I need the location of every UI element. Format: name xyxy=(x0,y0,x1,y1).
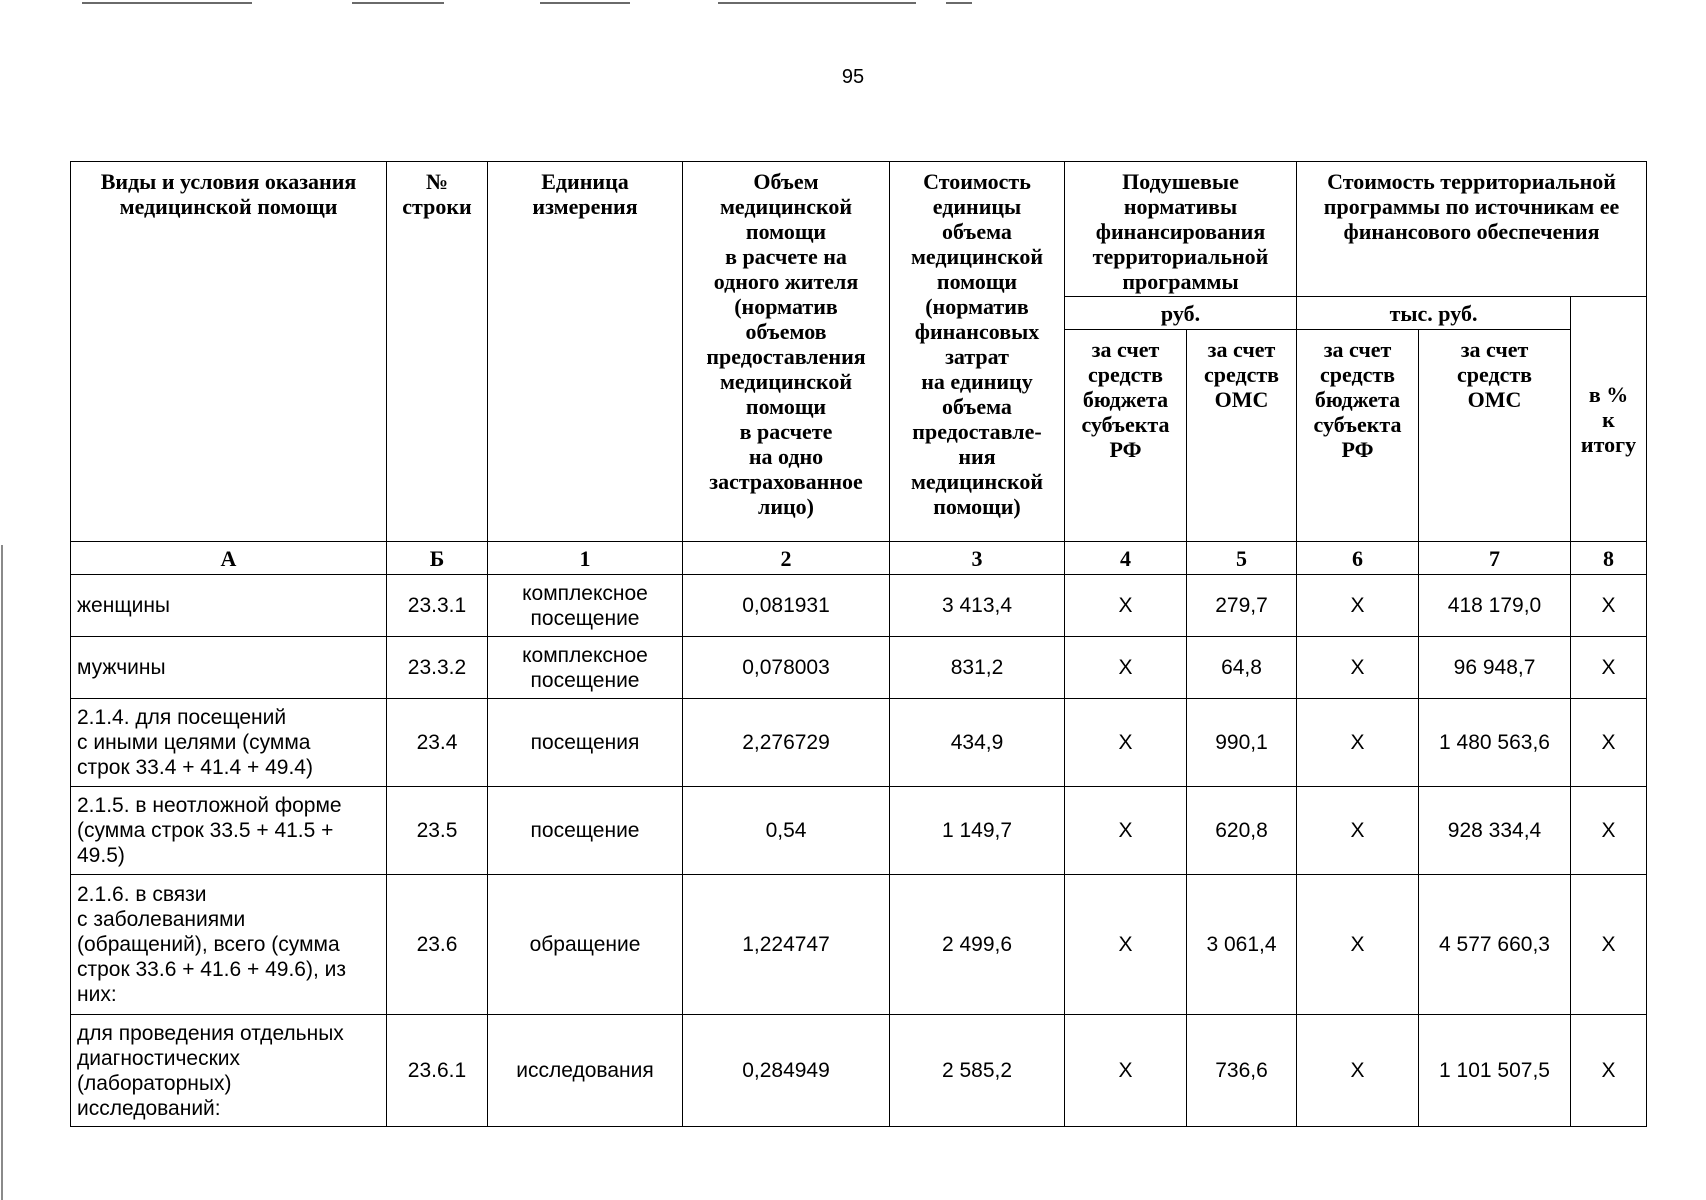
row-pc-budget: X xyxy=(1065,699,1187,787)
row-pc-oms: 64,8 xyxy=(1187,637,1297,699)
row-cost-budget: X xyxy=(1297,1015,1419,1127)
row-cost-budget: X xyxy=(1297,875,1419,1015)
row-cost-oms: 4 577 660,3 xyxy=(1419,875,1571,1015)
column-number: 3 xyxy=(890,542,1065,575)
row-volume: 0,54 xyxy=(683,787,890,875)
page-number: 95 xyxy=(841,66,865,88)
header-pc-oms: за счет средств ОМС xyxy=(1187,330,1297,542)
row-line: 23.6.1 xyxy=(387,1015,488,1127)
row-cost-budget: X xyxy=(1297,699,1419,787)
row-volume: 0,284949 xyxy=(683,1015,890,1127)
row-pc-budget: X xyxy=(1065,787,1187,875)
row-pc-budget: X xyxy=(1065,1015,1187,1127)
column-number: 2 xyxy=(683,542,890,575)
row-name: 2.1.4. для посещений с иными целями (сумма строк 33.4 + 41.4 + 49.4) xyxy=(71,699,387,787)
row-unit-cost: 1 149,7 xyxy=(890,787,1065,875)
row-pc-oms: 990,1 xyxy=(1187,699,1297,787)
column-number: Б xyxy=(387,542,488,575)
scan-left-edge-mark xyxy=(1,545,3,1200)
table-row xyxy=(71,875,1647,1015)
column-number-row xyxy=(71,542,1647,575)
row-line: 23.4 xyxy=(387,699,488,787)
row-unit: посещения xyxy=(488,699,683,787)
row-cost-oms: 1 480 563,6 xyxy=(1419,699,1571,787)
row-pc-oms: 620,8 xyxy=(1187,787,1297,875)
table-row xyxy=(71,699,1647,787)
row-line: 23.5 xyxy=(387,787,488,875)
row-cost-oms: 96 948,7 xyxy=(1419,637,1571,699)
row-unit: комплексное посещение xyxy=(488,637,683,699)
table-row xyxy=(71,1015,1647,1127)
column-number: 4 xyxy=(1065,542,1187,575)
table-row xyxy=(71,575,1647,637)
row-pc-budget: X xyxy=(1065,875,1187,1015)
row-line: 23.3.2 xyxy=(387,637,488,699)
row-cost-oms: 418 179,0 xyxy=(1419,575,1571,637)
row-volume: 0,081931 xyxy=(683,575,890,637)
row-unit-cost: 434,9 xyxy=(890,699,1065,787)
row-pc-oms: 279,7 xyxy=(1187,575,1297,637)
row-unit: посещение xyxy=(488,787,683,875)
header-volume: Объем медицинской помощи в расчете на одного жителя (норматив объемов предоставления медицинской помощи в расчете на одно застрахованное лицо) xyxy=(683,162,890,542)
header-pct-total: в % к итогу xyxy=(1571,297,1647,542)
header-thous-rub: тыс. руб. xyxy=(1297,297,1571,330)
header-cost-oms: за счет средств ОМС xyxy=(1419,330,1571,542)
header-unit-cost: Стоимость единицы объема медицинской помощи (норматив финансовых затрат на единицу объема предоставле- ния медицинской помощи) xyxy=(890,162,1065,542)
row-name: для проведения отдельных диагностических (лабораторных) исследований: xyxy=(71,1015,387,1127)
row-cost-oms: 928 334,4 xyxy=(1419,787,1571,875)
program-cost-table xyxy=(70,161,1647,1127)
row-pct: X xyxy=(1571,1015,1647,1127)
header-rub: руб. xyxy=(1065,297,1297,330)
table-header xyxy=(71,162,1647,575)
row-unit-cost: 3 413,4 xyxy=(890,575,1065,637)
row-pct: X xyxy=(1571,637,1647,699)
row-line: 23.6 xyxy=(387,875,488,1015)
row-unit: исследования xyxy=(488,1015,683,1127)
column-number: 5 xyxy=(1187,542,1297,575)
row-pc-oms: 736,6 xyxy=(1187,1015,1297,1127)
row-pct: X xyxy=(1571,787,1647,875)
header-pc-budget: за счет средств бюджета субъекта РФ xyxy=(1065,330,1187,542)
table-body xyxy=(71,575,1647,1127)
row-line: 23.3.1 xyxy=(387,575,488,637)
row-pct: X xyxy=(1571,875,1647,1015)
row-unit-cost: 831,2 xyxy=(890,637,1065,699)
header-line-number: № строки xyxy=(387,162,488,542)
row-unit-cost: 2 585,2 xyxy=(890,1015,1065,1127)
column-number: А xyxy=(71,542,387,575)
column-number: 8 xyxy=(1571,542,1647,575)
row-name: 2.1.6. в связи с заболеваниями (обращений), всего (сумма строк 33.6 + 41.6 + 49.6), из них: xyxy=(71,875,387,1015)
row-unit-cost: 2 499,6 xyxy=(890,875,1065,1015)
row-pct: X xyxy=(1571,699,1647,787)
header-unit: Единица измерения xyxy=(488,162,683,542)
table-row xyxy=(71,637,1647,699)
column-number: 1 xyxy=(488,542,683,575)
row-cost-oms: 1 101 507,5 xyxy=(1419,1015,1571,1127)
row-volume: 0,078003 xyxy=(683,637,890,699)
table-row xyxy=(71,787,1647,875)
row-pct: X xyxy=(1571,575,1647,637)
column-number: 7 xyxy=(1419,542,1571,575)
row-name: 2.1.5. в неотложной форме (сумма строк 33.5 + 41.5 + 49.5) xyxy=(71,787,387,875)
header-per-capita-group: Подушевые нормативы финансирования территориальной программы xyxy=(1065,162,1297,297)
row-pc-oms: 3 061,4 xyxy=(1187,875,1297,1015)
row-cost-budget: X xyxy=(1297,575,1419,637)
column-number: 6 xyxy=(1297,542,1419,575)
row-cost-budget: X xyxy=(1297,787,1419,875)
row-pc-budget: X xyxy=(1065,575,1187,637)
scan-top-edge-rules xyxy=(0,0,1706,6)
row-name: мужчины xyxy=(71,637,387,699)
row-pc-budget: X xyxy=(1065,637,1187,699)
row-unit: обращение xyxy=(488,875,683,1015)
header-cost-budget: за счет средств бюджета субъекта РФ xyxy=(1297,330,1419,542)
header-cost-group: Стоимость территориальной программы по источникам ее финансового обеспечения xyxy=(1297,162,1647,297)
header-care-types: Виды и условия оказания медицинской помощи xyxy=(71,162,387,542)
row-unit: комплексное посещение xyxy=(488,575,683,637)
row-volume: 1,224747 xyxy=(683,875,890,1015)
row-name: женщины xyxy=(71,575,387,637)
row-cost-budget: X xyxy=(1297,637,1419,699)
row-volume: 2,276729 xyxy=(683,699,890,787)
